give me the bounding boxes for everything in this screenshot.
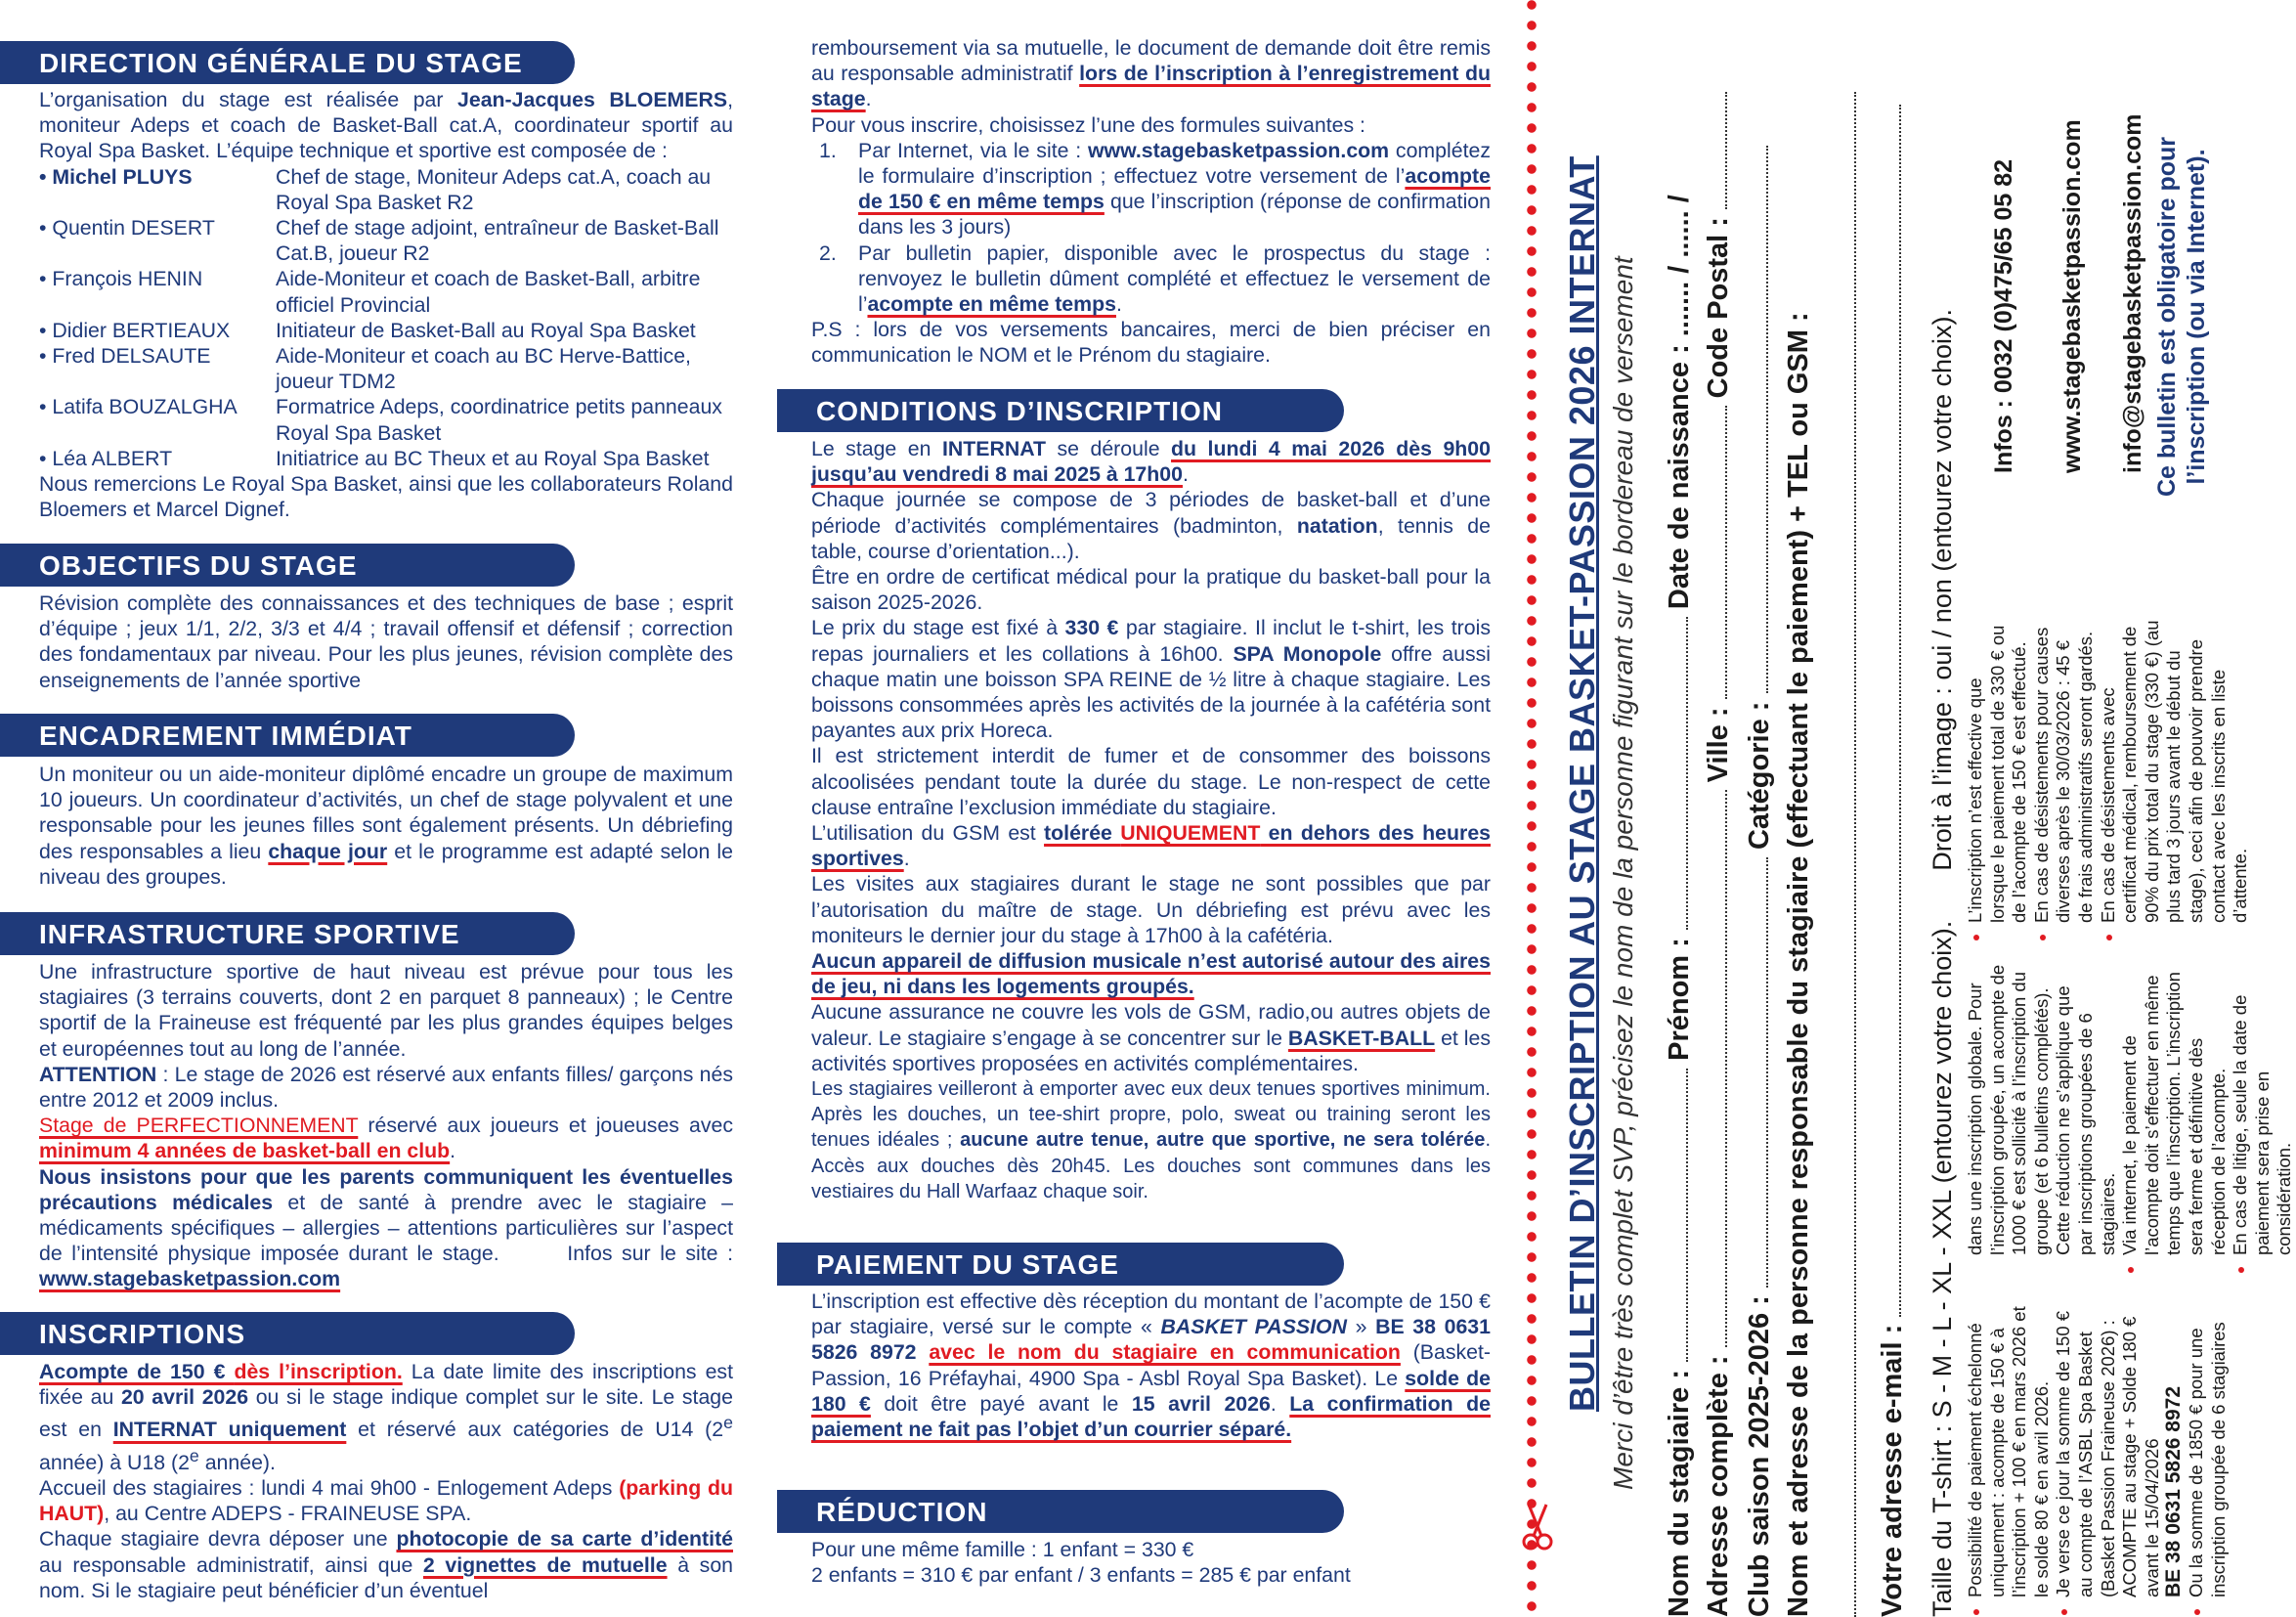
- field-row-email: Votre adresse e-mail :: [1877, 105, 1909, 1617]
- thanks-text: Nous remercions Le Royal Spa Basket, ainsi que les collaborateurs Roland Bloemers et Marcel Dignef.: [39, 472, 733, 522]
- form-title: BULLETIN D’INSCRIPTION AU STAGE BASKET-PASSION 2026 INTERNAT: [1562, 155, 1602, 1412]
- staff-name: • Didier BERTIEAUX: [39, 318, 231, 342]
- staff-role: Chef de stage adjoint, entraîneur de Basket-Ball Cat.B, joueur R2: [276, 216, 719, 266]
- staff-name: • Michel PLUYS: [39, 164, 193, 189]
- section-header-direction: DIRECTION GÉNÉRALE DU STAGE: [0, 41, 575, 84]
- club-input[interactable]: [1762, 857, 1768, 1288]
- staff-name: • François HENIN: [39, 267, 203, 291]
- paiement-text: L’inscription est effective dès réception du montant de l’acompte de 150 € par stagiaire, versé sur le compte « BASKET PASSION » BE 38 0631 5826 8972 avec le nom du stagiaire en communication (Basket-Passion, 16 Préfayhai, 4900 Spa - Asbl Royal Spa Basket). Le solde de 180 € doit être payé avant le 15 avril 2026. La confirmation de paiement ne fait pas l’objet d’un courrier séparé.: [811, 1289, 1491, 1442]
- staff-role: Chef de stage, Moniteur Adeps cat.A, coach au Royal Spa Basket R2: [276, 164, 712, 214]
- section-header-conditions: CONDITIONS D’INSCRIPTION: [777, 389, 1344, 432]
- tshirt-choice[interactable]: Taille du T-shirt : S - M - L - XL - XXL (entourez votre choix).: [1928, 920, 1957, 1617]
- section-header-objectifs: OBJECTIFS DU STAGE: [0, 544, 575, 587]
- section-header-paiement: PAIEMENT DU STAGE: [777, 1243, 1344, 1286]
- staff-name: • Latifa BOUZALGHA: [39, 395, 238, 419]
- staff-role: Aide-Moniteur et coach de Basket-Ball, arbitre officiel Provincial: [276, 267, 701, 317]
- droit-image-choice[interactable]: Droit à l’image : oui / non (entourez votre choix).: [1928, 308, 1957, 871]
- staff-role: Formatrice Adeps, coordinatrice petits panneaux Royal Spa Basket: [276, 395, 722, 445]
- nom-input[interactable]: [1682, 1069, 1688, 1362]
- terms-col-c: • L’inscription n’est effective que lorsque le paiement total de 330 € ou de l’acompte de 150 € est effectué. • En cas de désistements pour causes diverses après le 30/03/2026 : 45 € de frais administratifs seront gardés. • En cas de désistements avec certificat médical, remboursement de 90% du prix total du stage (330 €) (au plus tard 3 jours avant le début du stage), ceci afin de pouvoir prendre contact avec les inscrits en liste d’attente.: [1965, 620, 2252, 942]
- terms-col-a: • Possibilité de paiement échelonné uniquement : acompte de 150 € à l’inscription + 100 € en mars 2026 et le solde 80 € en avril 2026. • Je verse ce jour la somme de 150 € au compte de l’ASBL Spa Basket (Basket Passion Fraineuse 2026) : ACOMPTE au stage + Solde 180 € avant le 15/04/2026 BE 38 0631 5826 8972 • Ou la somme de 1850 € pour une inscription groupée de 6 stagiaires: [1965, 1294, 2230, 1617]
- staff-role: Aide-Moniteur et coach au BC Herve-Battice, joueur TDM2: [276, 344, 691, 394]
- site-link[interactable]: www.stagebasketpassion.com: [1087, 138, 1390, 162]
- field-row-nom: Nom du stagiaire : Prénom : Date de naissance : ....... / ...... /: [1664, 195, 1695, 1617]
- form-subtitle: Merci d’être très complet SVP, précisez le nom de la personne figurant sur le bordereau de versement: [1608, 256, 1638, 1490]
- terms-col-b: dans une inscription globale. Pour l’inscription groupée, un acompte de 1000 € est sollicité à l’inscription du groupe (et 6 bulletins complétés). Cette réduction ne s’applique que par inscriptions groupées de 6 stagiaires. • Via internet, le paiement de l’acompte doit s’effectuer en même temps que l’inscription. L’inscription sera ferme et définitive dès réception de l’acompte. • En cas de litige, seule la date de paiement sera prise en considération.: [1965, 962, 2296, 1275]
- contact-site[interactable]: www.stagebasketpassion.com: [2058, 119, 2086, 473]
- formule-list: 1. Par Internet, via le site : www.stagebasketpassion.com complétez le formulaire d’inscription ; effectuez votre versement de l’acompte de 150 € en même temps que l’inscription (réponse de confirmation dans les 3 jours) 2. Par bulletin papier, disponible avec le prospectus du stage : renvoyez le bulletin dûment complété et effectuez le versement de l’acompte en même temps.: [819, 138, 1491, 317]
- adresse-input[interactable]: [1721, 790, 1727, 1347]
- conditions-text: Le stage en INTERNAT se déroule du lundi 4 mai 2026 dès 9h00 jusqu’au vendredi 8 mai 2025 à 17h00. Chaque journée se compose de 3 périodes de basket-ball et d’une période d’activités complémentaires (badminton, natation, tennis de table, course d’orientation...). Être en ordre de certificat médical pour la pratique du basket-ball pour la saison 2025-2026. Le prix du stage est fixé à 330 € par stagiaire. Il inclut le t-shirt, les trois repas journaliers et les collations à 16h00. SPA Monopole offre aussi chaque matin une boisson SPA REINE de ½ litre à chaque stagiaire. Les boissons consommées après les activités de la journée à la cafétéria sont payantes aux prix Horeca. Il est strictement interdit de fumer et de consommer des boissons alcoolisées pendant toute la durée du stage. Le non-respect de cette clause entraîne l’exclusion immédiate du stagiaire. L’utilisation du GSM est tolérée UNIQUEMENT en dehors des heures sportives. Les visites aux stagiaires durant le stage ne sont possibles que par l’autorisation du maître de stage. Un débriefing est prévu avec les moniteurs le dernier jour du stage à 17h00 à la cafétéria. Aucun appareil de diffusion musicale n’est autorisé autour des aires de jeu, ni dans les logements groupés. Aucune assurance ne couvre les vols de GSM, radio,ou autres objets de valeur. Le stagiaire s’engage à se concentrer sur le BASKET-BALL et les activités sportives proposées en activités complémentaires. Les stagiaires veilleront à emporter avec eux deux tenues sportives minimum. Après les douches, un tee-shirt propre, polo, sweat ou training seront les tenues idéales ; aucune autre tenue, autre que sportive, ne sera tolérée. Accès aux douches dès 20h45. Les douches sont communes dans les vestiaires du Hall Warfaaz chaque soir.: [811, 437, 1492, 1202]
- ville-input[interactable]: [1721, 406, 1727, 699]
- inscriptions-text: Acompte de 150 € dès l’inscription. La date limite des inscriptions est fixée au 20 avril 2026 ou si le stage indique complet sur le site. Le stage est en INTERNAT uniquement et réservé aux catégories de U14 (2e année) à U18 (2e année). Accueil des stagiaires : lundi 4 mai 9h00 - Enlogement Adeps (parking du HAUT), au Centre ADEPS - FRAINEUSE SPA. Chaque stagiaire devra déposer une photocopie de sa carte d’identité au responsable administratif, ainsi que 2 vignettes de mutuelle à son nom. Si le stagiaire peut bénéficier d’un éventuel: [39, 1360, 734, 1602]
- contact-phone: Infos : 0032 (0)475/65 05 82: [1990, 158, 2017, 473]
- staff-role: Initiatrice au BC Theux et au Royal Spa Basket: [276, 446, 710, 470]
- field-row-club: Club saison 2025-2026 : Catégorie :: [1744, 147, 1776, 1617]
- staff-role: Initiateur de Basket-Ball au Royal Spa Basket: [276, 318, 696, 342]
- inscription-continuation: remboursement via sa mutuelle, le document de demande doit être remis au responsable administratif lors de l’inscription à l’enregistrement du stage. Pour vous inscrire, choisissez l’une des formules suivantes : 1. Par Internet, via le site : www.stagebasketpassion.com complétez le formulaire d’inscription ; effectuez votre versement de l’acompte de 150 € en même temps que l’inscription (réponse de confirmation dans les 3 jours) 2. Par bulletin papier, disponible avec le prospectus du stage : renvoyez le bulletin dûment complété et effectuez le versement de l’acompte en même temps. P.S : lors de vos versements bancaires, merci de bien préciser en communication le NOM et le Prénom du stagiaire.: [811, 36, 1491, 368]
- email-input[interactable]: [1895, 105, 1901, 1317]
- staff-list: [39, 164, 733, 471]
- registration-form: [1554, 0, 2295, 1617]
- cp-input[interactable]: [1721, 92, 1727, 209]
- staff-name: • Quentin DESERT: [39, 216, 215, 240]
- obligatoire-note: Ce bulletin est obligatoire pour l’inscription (ou via Internet).: [2153, 136, 2210, 498]
- section-header-infrastructure: INFRASTRUCTURE SPORTIVE: [0, 912, 575, 955]
- naissance-input[interactable]: Date de naissance : ....... / ...... /: [1664, 195, 1695, 610]
- responsable-label: Nom et adresse de la personne responsable du stagiaire (effectuant le paiement) + TEL ou GSM :: [1783, 312, 1814, 1617]
- contact-email[interactable]: info@stagebasketpassion.com: [2119, 113, 2146, 473]
- section-header-encadrement: ENCADREMENT IMMÉDIAT: [0, 714, 575, 757]
- prenom-input[interactable]: [1682, 617, 1688, 930]
- encadrement-text: Un moniteur ou un aide-moniteur diplômé encadre un groupe de maximum 10 joueurs. Un coordinateur d’activités, un chef de stage polyvalent et une responsable pour les jeunes filles sont également présents. Un débriefing des responsables a lieu chaque jour et le programme est adapté selon le niveau des groupes.: [39, 763, 734, 889]
- site-link[interactable]: www.stagebasketpassion.com: [39, 1267, 341, 1291]
- direction-text: L’organisation du stage est réalisée par Jean-Jacques BLOEMERS, moniteur Adeps et coach de Basket-Ball cat.A, coordinateur sportif au Royal Spa Basket. L’équipe technique et sportive est composée de : • Michel PLUYS Chef de stage, Moniteur Adeps cat.A, coach au Royal Spa Basket R2 • Quentin DESERT Chef de stage adjoint, entraîneur de Basket-Ball Cat.B, joueur R2 • François HENIN Aide-Moniteur et coach de Basket-Ball, arbitre officiel Provincial • Didier BERTIEAUX Initiateur de Basket-Ball au Royal Spa Basket • Fred DELSAUTE Aide-Moniteur et coach au BC Herve-Battice, joueur TDM2 • Latifa BOUZALGHA Formatrice Adeps, coordinatrice petits panneaux Royal Spa Basket • Léa ALBERT Initiatrice au BC Theux et au Royal Spa Basket Nous remercions Le Royal Spa Basket, ainsi que les collaborateurs Roland Bloemers et Marcel Dignef.: [39, 88, 733, 522]
- field-row-adresse: Adresse complète : Ville : Code Postal :: [1703, 92, 1735, 1617]
- responsable-input[interactable]: [1843, 92, 1861, 1617]
- section-header-reduction: RÉDUCTION: [777, 1490, 1344, 1533]
- objectifs-text: Révision complète des connaissances et des techniques de base ; esprit d’équipe ; jeux 1/1, 2/2, 3/3 et 4/4 ; travail offensif et défensif ; correction des fondamentaux par niveau. Pour les plus jeunes, révision complète des enseignements de l’année sportive: [39, 591, 733, 692]
- contact-block: [1986, 113, 2150, 473]
- infrastructure-text: Une infrastructure sportive de haut niveau est prévue pour tous les stagiaires (3 terrains couverts, dont 2 en parquet 8 panneaux) ; le Centre sportif de la Fraineuse est fréquenté par les plus grandes équipes belges et européennes tout au long de l’année. ATTENTION : Le stage de 2026 est réservé aux enfants filles/ garçons nés entre 2012 et 2009 inclus. Stage de PERFECTIONNEMENT réservé aux joueurs et joueuses avec minimum 4 années de basket-ball en club. Nous insistons pour que les parents communiquent les éventuelles précautions médicales et de santé à prendre avec le stagiaire – médicaments spécifiques – allergies – attentions particulières sur l’aspect de l’intensité physique imposée durant le stage. Infos sur le site : www.stagebasketpassion.com: [39, 960, 734, 1291]
- section-header-inscriptions: INSCRIPTIONS: [0, 1312, 575, 1355]
- staff-name: • Fred DELSAUTE: [39, 344, 211, 369]
- scissors-icon: [1521, 1501, 1554, 1551]
- reduction-text: Pour une même famille : 1 enfant = 330 € 2 enfants = 310 € par enfant / 3 enfants = 285 € par enfant: [811, 1538, 1351, 1588]
- choice-row: [1928, 309, 1958, 1617]
- ps-text: P.S : lors de vos versements bancaires, merci de bien préciser en communication le NOM et le Prénom du stagiaire.: [811, 318, 1491, 368]
- cut-line-dots: [1527, 0, 1537, 1617]
- staff-name: • Léa ALBERT: [39, 446, 173, 470]
- categorie-input[interactable]: [1762, 147, 1768, 694]
